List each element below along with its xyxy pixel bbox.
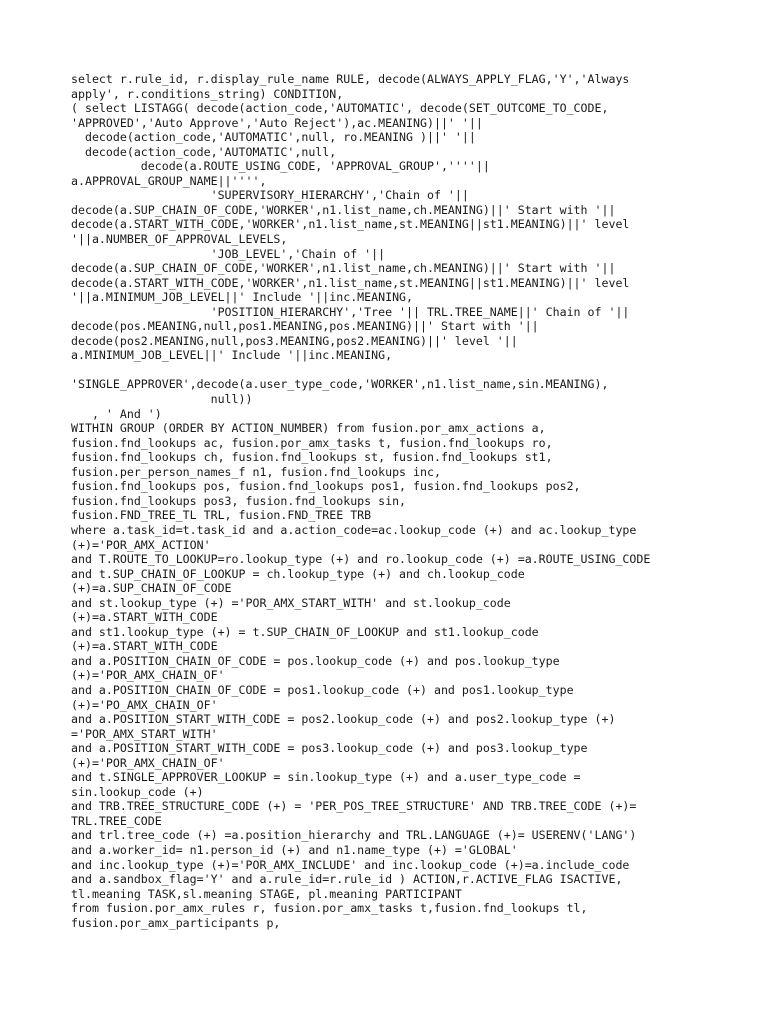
code-line: 'APPROVED','Auto Approve','Auto Reject'),ac.MEANING)||' '|| (71, 115, 483, 130)
code-line: apply', r.conditions_string) CONDITION, (71, 86, 344, 101)
sql-query-text (71, 72, 731, 930)
code-line: decode(a.SUP_CHAIN_OF_CODE,'WORKER',n1.list_name,ch.MEANING)||' Start with '|| (71, 202, 616, 217)
code-line: fusion.FND_TREE_TL TRL, fusion.FND_TREE TRB (71, 508, 372, 523)
code-line: (+)='POR_AMX_CHAIN_OF' (71, 755, 225, 770)
code-line: fusion.por_amx_participants p, (71, 915, 281, 930)
code-line: 'SUPERVISORY_HIERARCHY','Chain of '|| (71, 188, 469, 203)
code-line: and a.POSITION_START_WITH_CODE = pos2.lookup_code (+) and pos2.lookup_type (+) (71, 712, 616, 727)
code-line: '||a.MINIMUM_JOB_LEVEL||' Include '||inc.MEANING, (71, 290, 414, 305)
code-line: '||a.NUMBER_OF_APPROVAL_LEVELS, (71, 232, 288, 247)
code-line: (+)=a.START_WITH_CODE (71, 610, 218, 625)
code-line: and st.lookup_type (+) ='POR_AMX_START_WITH' and st.lookup_code (71, 595, 511, 610)
code-line: WITHIN GROUP (ORDER BY ACTION_NUMBER) from fusion.por_amx_actions a, (71, 421, 546, 436)
code-line: fusion.fnd_lookups ch, fusion.fnd_lookups st, fusion.fnd_lookups st1, (71, 450, 553, 465)
code-line: decode(action_code,'AUTOMATIC',null, ro.MEANING )||' '|| (71, 130, 476, 145)
code-line: and a.POSITION_START_WITH_CODE = pos3.lookup_code (+) and pos3.lookup_type (71, 741, 588, 756)
code-line: decode(a.ROUTE_USING_CODE, 'APPROVAL_GROUP',''''|| (71, 159, 490, 174)
code-line: 'POSITION_HIERARCHY','Tree '|| TRL.TREE_NAME||' Chain of '|| (71, 304, 630, 319)
code-line: where a.task_id=t.task_id and a.action_code=ac.lookup_code (+) and ac.lookup_type (71, 522, 637, 537)
code-line: and a.POSITION_CHAIN_OF_CODE = pos1.lookup_code (+) and pos1.lookup_type (71, 682, 574, 697)
code-line: fusion.fnd_lookups ac, fusion.por_amx_tasks t, fusion.fnd_lookups ro, (71, 435, 553, 450)
code-line: (+)='PO_AMX_CHAIN_OF' (71, 697, 218, 712)
code-line: ( select LISTAGG( decode(action_code,'AUTOMATIC', decode(SET_OUTCOME_TO_CODE, (71, 101, 609, 116)
code-line: and t.SUP_CHAIN_OF_LOOKUP = ch.lookup_type (+) and ch.lookup_code (71, 566, 525, 581)
code-line: ='POR_AMX_START_WITH' (71, 726, 218, 741)
code-line: (+)='POR_AMX_CHAIN_OF' (71, 668, 225, 683)
code-line: decode(pos.MEANING,null,pos1.MEANING,pos.MEANING)||' Start with '|| (71, 319, 539, 334)
code-line: fusion.fnd_lookups pos, fusion.fnd_lookups pos1, fusion.fnd_lookups pos2, (71, 479, 581, 494)
code-line: decode(a.START_WITH_CODE,'WORKER',n1.list_name,st.MEANING||st1.MEANING)||' level (71, 217, 630, 232)
code-line: select r.rule_id, r.display_rule_name RULE, decode(ALWAYS_APPLY_FLAG,'Y','Always (71, 72, 630, 86)
code-line: tl.meaning TASK,sl.meaning STAGE, pl.meaning PARTICIPANT (71, 886, 462, 901)
code-line: and a.worker_id= n1.person_id (+) and n1.name_type (+) ='GLOBAL' (71, 842, 518, 857)
code-line: (+)=a.START_WITH_CODE (71, 639, 218, 654)
code-line: decode(a.SUP_CHAIN_OF_CODE,'WORKER',n1.list_name,ch.MEANING)||' Start with '|| (71, 261, 616, 276)
code-line: a.MINIMUM_JOB_LEVEL||' Include '||inc.MEANING, (71, 348, 393, 363)
code-line: fusion.per_person_names_f n1, fusion.fnd_lookups inc, (71, 464, 441, 479)
code-line: , ' And ') (71, 406, 162, 421)
code-line: and st1.lookup_type (+) = t.SUP_CHAIN_OF_LOOKUP and st1.lookup_code (71, 624, 539, 639)
code-line: a.APPROVAL_GROUP_NAME||'''', (71, 173, 267, 188)
code-line: and a.POSITION_CHAIN_OF_CODE = pos.lookup_code (+) and pos.lookup_type (71, 653, 560, 668)
code-line: (+)='POR_AMX_ACTION' (71, 537, 211, 552)
code-line: and T.ROUTE_TO_LOOKUP=ro.lookup_type (+) and ro.lookup_code (+) =a.ROUTE_USING_CODE (71, 552, 651, 567)
code-line: sin.lookup_code (+) (71, 784, 204, 799)
code-line: decode(pos2.MEANING,null,pos3.MEANING,pos2.MEANING)||' level '|| (71, 333, 518, 348)
code-line: TRL.TREE_CODE (71, 813, 162, 828)
code-line (71, 363, 731, 378)
code-line: and a.sandbox_flag='Y' and a.rule_id=r.rule_id ) ACTION,r.ACTIVE_FLAG ISACTIVE, (71, 872, 623, 887)
code-line: and TRB.TREE_STRUCTURE_CODE (+) = 'PER_POS_TREE_STRUCTURE' AND TRB.TREE_CODE (+)= (71, 799, 637, 814)
code-line: and inc.lookup_type (+)='POR_AMX_INCLUDE' and inc.lookup_code (+)=a.include_code (71, 857, 630, 872)
code-line: 'JOB_LEVEL','Chain of '|| (71, 246, 386, 261)
code-line: 'SINGLE_APPROVER',decode(a.user_type_code,'WORKER',n1.list_name,sin.MEANING), (71, 377, 609, 392)
code-line: decode(action_code,'AUTOMATIC',null, (71, 144, 337, 159)
code-line: null)) (71, 392, 253, 407)
code-line: fusion.fnd_lookups pos3, fusion.fnd_lookups sin, (71, 493, 407, 508)
code-line: and t.SINGLE_APPROVER_LOOKUP = sin.lookup_type (+) and a.user_type_code = (71, 770, 581, 785)
code-line: from fusion.por_amx_rules r, fusion.por_amx_tasks t,fusion.fnd_lookups tl, (71, 901, 588, 916)
code-line: decode(a.START_WITH_CODE,'WORKER',n1.list_name,st.MEANING||st1.MEANING)||' level (71, 275, 630, 290)
code-line: (+)=a.SUP_CHAIN_OF_CODE (71, 581, 232, 596)
code-line: and trl.tree_code (+) =a.position_hierarchy and TRL.LANGUAGE (+)= USERENV('LANG') (71, 828, 637, 843)
